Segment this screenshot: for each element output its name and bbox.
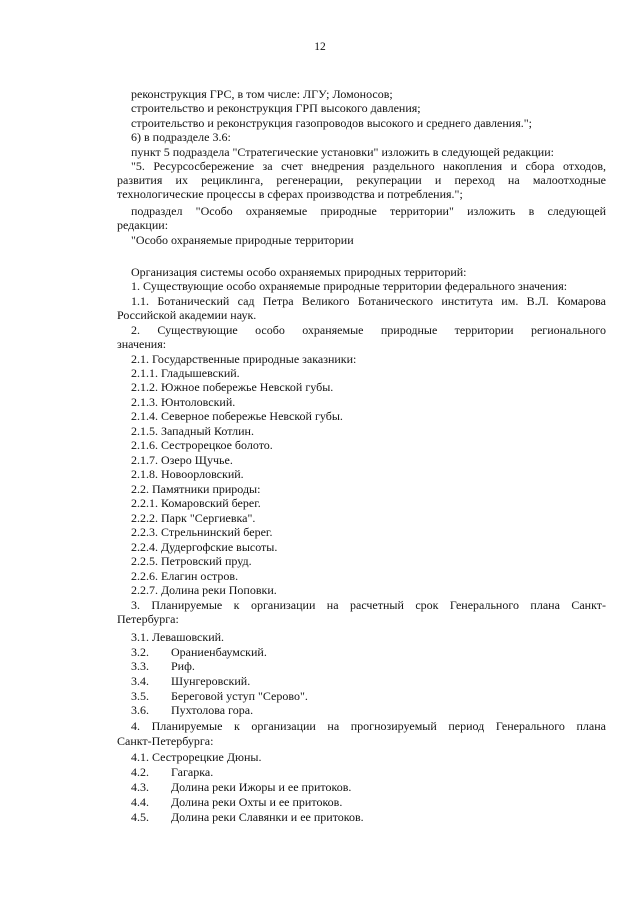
text-line: развития их рециклинга, регенерации, рекуперации и переход на малоотходные xyxy=(117,173,606,187)
item-number: 3.3. xyxy=(131,659,149,673)
item-text: Риф. xyxy=(171,659,195,673)
list-item: 2.2.7. Долина реки Поповки. xyxy=(131,583,277,597)
item-number: 3.2. xyxy=(131,645,149,659)
list-item xyxy=(131,780,351,794)
list-item: 2.1.7. Озеро Щучье. xyxy=(131,453,233,467)
list-item xyxy=(131,703,253,717)
list-item xyxy=(131,645,267,659)
text-line: Организация системы особо охраняемых природных территорий: xyxy=(131,265,467,279)
list-item: 2.1.5. Западный Котлин. xyxy=(131,424,254,438)
list-item: 2.2.3. Стрельнинский берег. xyxy=(131,525,273,539)
list-item: 2.1.3. Юнтоловский. xyxy=(131,395,236,409)
text-line: Санкт-Петербурга: xyxy=(117,734,214,748)
text-line: значения: xyxy=(117,337,167,351)
item-number: 3.6. xyxy=(131,703,149,717)
text-line: Петербурга: xyxy=(117,612,179,626)
list-item xyxy=(131,659,195,673)
list-item: 2.1.6. Сестрорецкое болото. xyxy=(131,438,273,452)
text-line: 2. Существующие особо охраняемые природные территории регионального xyxy=(131,323,606,337)
list-item: 3.1. Левашовский. xyxy=(131,630,225,644)
text-line: 3. Планируемые к организации на расчетный срок Генерального плана Санкт- xyxy=(131,598,606,612)
section-heading: "Особо охраняемые природные территории xyxy=(131,233,354,247)
text-line: 1. Существующие особо охраняемые природные территории федерального значения: xyxy=(131,279,568,293)
list-item: 2.2.1. Комаровский берег. xyxy=(131,496,261,510)
list-item: 2.2.5. Петровский пруд. xyxy=(131,554,252,568)
page-number: 12 xyxy=(314,41,326,53)
text-line: 2.1. Государственные природные заказники: xyxy=(131,352,357,366)
item-number: 4.2. xyxy=(131,765,149,779)
list-item: 2.2.4. Дудергофские высоты. xyxy=(131,540,278,554)
text-line: 1.1. Ботанический сад Петра Великого Ботанического института им. В.Л. Комарова xyxy=(131,294,606,308)
item-number: 4.5. xyxy=(131,810,149,824)
item-text: Долина реки Охты и ее притоков. xyxy=(171,795,343,809)
item-text: Долина реки Славянки и ее притоков. xyxy=(171,810,364,824)
list-item: 2.1.8. Новоорловский. xyxy=(131,467,244,481)
text-line: подраздел "Особо охраняемые природные территории" изложить в следующей xyxy=(131,204,606,218)
list-item xyxy=(131,810,364,824)
list-item: 2.2.2. Парк "Сергиевка". xyxy=(131,511,256,525)
item-text: Гагарка. xyxy=(171,765,214,779)
item-number: 3.4. xyxy=(131,674,149,688)
text-line: 6) в подразделе 3.6: xyxy=(131,130,231,144)
list-item xyxy=(131,765,213,779)
list-item: 4.1. Сестрорецкие Дюны. xyxy=(131,750,262,764)
list-item xyxy=(131,674,250,688)
item-text: Пухтолова гора. xyxy=(171,703,254,717)
item-number: 4.4. xyxy=(131,795,149,809)
item-text: Береговой уступ "Серово". xyxy=(171,689,308,703)
text-line: строительство и реконструкция газопроводов высокого и среднего давления."; xyxy=(131,116,532,130)
list-item: 2.1.4. Северное побережье Невской губы. xyxy=(131,409,343,423)
list-item xyxy=(131,689,308,703)
item-text: Шунгеровский. xyxy=(171,674,251,688)
text-line: "5. Ресурсосбережение за счет внедрения раздельного накопления и сбора отходов, xyxy=(131,159,606,173)
item-text: Долина реки Ижоры и ее притоков. xyxy=(171,780,352,794)
list-item xyxy=(131,795,342,809)
text-line: технологические процессы в сферах производства и потребления."; xyxy=(117,187,463,201)
item-number: 3.5. xyxy=(131,689,149,703)
item-number: 4.3. xyxy=(131,780,149,794)
text-line: Российской академии наук. xyxy=(117,308,257,322)
list-item: 2.1.1. Гладышевский. xyxy=(131,366,240,380)
list-item: 2.2.6. Елагин остров. xyxy=(131,569,239,583)
text-line: реконструкция ГРС, в том числе: ЛГУ; Ломоносов; xyxy=(131,87,393,101)
list-item: 2.1.2. Южное побережье Невской губы. xyxy=(131,380,334,394)
text-line: 4. Планируемые к организации на прогнозируемый период Генерального плана xyxy=(131,719,606,733)
text-line: пункт 5 подраздела "Стратегические установки" изложить в следующей редакции: xyxy=(131,145,554,159)
text-line: строительство и реконструкция ГРП высокого давления; xyxy=(131,101,421,115)
item-text: Ораниенбаумский. xyxy=(171,645,267,659)
text-line: 2.2. Памятники природы: xyxy=(131,482,261,496)
text-line: редакции: xyxy=(117,218,169,232)
